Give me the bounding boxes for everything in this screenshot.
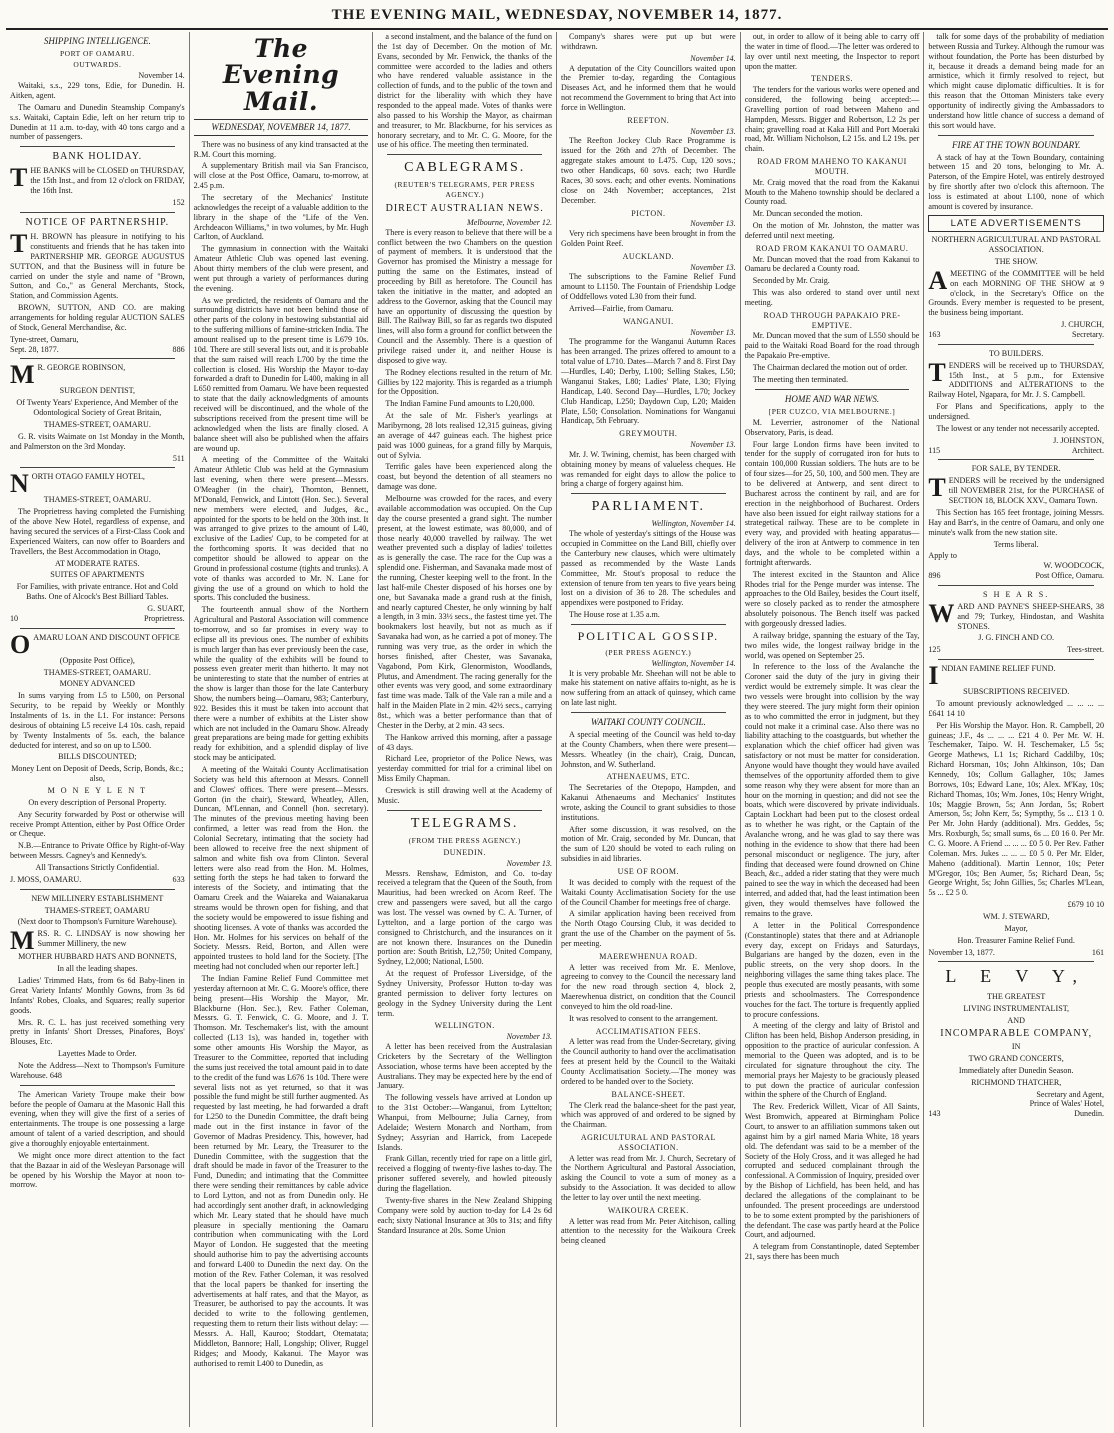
ad-text [10, 629, 185, 659]
ad-line: AT MODERATE RATES. [55, 558, 140, 568]
paragraph: In reference to the loss of the Avalanche the Coroner said the duty of the jury in giving their verdict would be extremely simple. It was clear the two vessels were brought into collision by the way they were steered. The jury might form their opinion as to who committed the error in judgment, but they could not make it a criminal case. Also there was no liability attaching to the coastguards, but whether the explanation which the chief officer had given was satisfactory or not must be matter for consideration. Anyone would have thought they would have availed themselves of the opportunity afforded them to give some reason why they were absent for more than an hour on the morning in question; and did not see the boats, which were discovered by private individuals. Captain Lockhart had been put to the closest ordeal as to whether he was right, or the Captain of the Avalanche wrong, and he was glad to say there was nothing in the evidence to show that there had been personal misconduct or negligence. The jury, after finding that deceased were found drowned on Chine Beach, &c., added a rider stating that they were much pained to see the way in which the deceased had been interred, and added that, had the least intimation been given, they would themselves have followed the remains to the grave. [744, 662, 920, 918]
paragraph: The Reefton Jockey Club Race Programme is issued for the 26th and 27th of December. The aggregate stakes amount to L475. Cup, 120 sovs.; two other Handicaps, 60 sovs. each; two Hurdle Races, 30 sovs. each; and other events. Nominations close on 24th November; acceptances, 21st December. [561, 136, 736, 205]
ad-body: ENDERS will be received by the undersigned till NOVEMBER 21st, for the PURCHASE of SECTION 18, BLOCK XXV., Oamaru Town. [948, 476, 1105, 506]
ad-text: The lowest or any tender not necessarily accepted. [936, 423, 1100, 433]
paragraph: After some discussion, it was resolved, on the motion of Mr. Craig, seconded by Mr. Duncan, that the sum of L20 should be voted to each ruling on subsidies in aid libraries. [561, 824, 736, 864]
ad-line: BILLS DISCOUNTED; [58, 752, 137, 762]
masthead-word: WEDNESDAY, [504, 7, 614, 23]
divider [755, 389, 910, 390]
divider [20, 467, 175, 468]
paragraph: Mr. Duncan seconded the motion. [752, 209, 863, 219]
paragraph: A supplementary British mail via San Francisco, will close at the Post Office, Oamaru, to-morrow, at 2.45 p.m. [193, 161, 369, 191]
ad-line: Mayor, [1004, 923, 1028, 933]
ad-number: 648 [49, 1070, 62, 1080]
ad-line: (Next door to Thompson's Furniture Warehouse). [17, 917, 177, 927]
paragraph: Creswick is still drawing well at the Academy of Music. [377, 785, 553, 805]
dateline: November 13. [690, 262, 736, 272]
ad-line: Layettes Made to Order. [58, 1049, 137, 1059]
paragraph: A letter was read from Mr. Peter Aitchison, calling attention to the necessity for the Waikoura Creek being cleaned [561, 1216, 736, 1246]
column-2 [190, 32, 374, 1427]
dateline: November 13. [690, 439, 736, 449]
paragraph: A deputation of the City Councillors waited upon the Premier to-day, regarding the Contagious Diseases Act, and he informed them that he would not recommend the Government to bring that Act into force in Wellington. [561, 63, 736, 113]
ad-line: THAMES-STREET, OAMARU [44, 905, 150, 915]
paragraph: Mr. J. W. Twining, chemist, has been charged with obtaining money by means of valueless cheques. He was remanded for eight days to allow the police to bring a charge of forgery against him. [561, 449, 736, 489]
ad-line: Secretary and Agent, [1036, 1089, 1105, 1099]
dropcap: O [10, 629, 31, 659]
ad-heading: L E V Y, [945, 966, 1088, 987]
paragraph: a second instalment, and the balance of the fund on the 1st day of December. On the motion of Mr. Evans, seconded by Mr. Fenwick, the thanks of the committee were accorded to the ladies and others who have rendered valuable assistance in the collection of funds, and to the public of the town and district for the liberality with which they have responded to the appeal made. Votes of thanks were also passed to his Worship the Mayor, as chairman and treasurer, to Mr. Blackburne, for his services as honorary secretary, and to Mr. C. G. Moore, for the use of his office. The meeting then terminated. [377, 32, 553, 150]
newspaper-title: The Evening Mail. [222, 34, 340, 116]
paragraph: The Indian Famine Relief Fund Committee met yesterday afternoon at Mr. C. G. Moore's office, there being present—His Worship the Mayor, Mr. Blackburne (Hon. Sec.), Rev. Father Coleman, Messrs. G. T. Fenwick, C. G. Moore, and J. T. Thomson. Mr. Teschemaker's list, with the amount collected (L13 1s), was handed in, together with some other amounts His Worship the Mayor, as Treasurer to the Committee, reported that including the sums just received the total amount paid in to date to the credit of the fund was L676 1s 10d. There were several lists not as yet returned, so that it was possible the fund might be still further augmented. As requested by last meeting, he had forwarded a draft for L250 to the Dunedin Committee, the draft being made out in the first instance in favor of the Governor of Madras Presidency. This, however, had been returned by Mr. Leary, the Treasurer to the Dunedin Committee, with the suggestion that the draft should be made in favor of the Treasurer to the Fund, Dunedin; and intimating that the Committee there were sending their remittances by cable advice to Lord Lytton, and not as from Dunedin only. He had accordingly sent another draft, in acknowledging which Mr. Leary stated that he should have much pleasure in specially mentioning the Oamaru contribution when communicating with the Lord Mayor of London. He suggested that the meeting should authorise him to pay the advertising accounts and forward L400 to Dunedin the next day. On the motion of the Rev. Father Coleman, it was resolved that the local papers be thanked for inserting the advertisements at half rates, and that the Mayor, as Treasurer, be authorised to pay the accounts. It was decided to write to the following gentlemen, requesting them to return their lists without delay: —Messrs. A. Hall, Kauroo; Stoddart, Otematata; Middleton, Bannore; Hall, Longship; Oliver, Ruggel Ridges; and Moody, Kakanui. The Mayor was authorised to remit L400 to Dunedin, as [193, 974, 369, 1368]
subheading: BALANCE-SHEET. [611, 1089, 686, 1099]
paragraph: Waitaki, s.s., 229 tons, Edie, for Dunedin. H. Aitken, agent. [10, 81, 185, 100]
divider [571, 712, 726, 713]
ad-line [10, 875, 185, 885]
divider [387, 154, 542, 155]
ad-role: Architect. [1071, 445, 1105, 455]
ad-text [10, 1061, 185, 1081]
ad-number: 161 [1091, 947, 1105, 957]
paragraph: There was no business of any kind transacted at the R.M. Court this morning. [193, 139, 369, 159]
paragraph: A letter in the Political Correspondence (Constantinople) states that there and at Adrianople every day, except on Fridays and Saturdays, Bulgarians are hanged by the dozen, even in the public streets, on the very shop doors. In the neighboring villages the same thing takes place. The people thus executed are mostly peasants, with some priests and schoolmasters. The Correspondence vouches for the fact. The torture is frequently applied to procure confessions. [744, 920, 920, 1019]
ad-number: 511 [172, 453, 185, 463]
paragraph: At the sale of Mr. Fisher's yearlings at Maribyrnong, 28 lots realised 12,315 guineas, giving an average of 447 guineas each. The highest price paid was 1000 guineas, for a grand filly by Marquis, out of Sylvia. [377, 411, 553, 460]
subheading: USE OF ROOM. [617, 867, 680, 877]
subheading: WANGANUI. [623, 316, 674, 326]
dateline: November 13. [690, 126, 736, 136]
paragraph: The subscriptions to the Famine Relief Fund amount to L1150. The Fountain of Friendship Lodge of Oddfellows voted L30 from their fund. [561, 272, 736, 302]
ad-text: Ladies' Trimmed Hats, from 6s 6d Baby-linen in Great Variety Infants' Monthly Gowns, from 3s 6d Infants' Robes, Cloaks, and Squares; really superior goods. [10, 976, 185, 1015]
divider [938, 459, 1094, 460]
subheading: (PER PRESS AGENCY.) [605, 647, 692, 657]
ad-address: Dunedin. [1074, 1109, 1105, 1119]
dateline: WEDNESDAY, NOVEMBER 14, 1877. [194, 119, 369, 136]
ad-body: NDIAN FAMINE RELIEF FUND. [941, 664, 1056, 674]
ad-text: To amount previously acknowledged ... ... ... ... £641 14 10 [928, 698, 1105, 718]
section-heading: PARLIAMENT. [591, 499, 706, 515]
ad-text: Per His Worship the Mayor. Hon. R. Campbell, 20 guineas; J.F., 4s ... ... ... £21 4 0. Per Mr. W. H. Teschemaker, Taipo. W. H. Teschemaker, L5 5s; George Mathews, L1 1s; Richard Caddilby, 10s; Richard Horsman, 10s; John Altkinson, 10s; Dan Kennedy, 10s; Collum Gallagher, 10s; James Borrows, 10s; Edward Lane, 10s; Alex. M'Kay, 10s; Richard Thomas, 10s; Wm. Jones, 10s; Henry Wright, 10s; Maggie Brown, 5s; Ann Jordan, 5s; Robert Amerson, 5s; John Kerr, 5s; Sympthy, 5s ... £13 1 0. Per Mr. John Hardy (additional). Mrs. Geddes, 5s; Mrs. Roxburgh, 5s; small sums, 6s ... £0 16 0. Per Mr. C. G. Moore. A Friend ... ... ... £0 5 0. Per Rev. Father Coleman. Mrs. Jukes ... ... ... £0 5 0. Per Mr. Elder, Maheno (additional). Martin Lennor, 10s; Peter M'Gregor, 10s; Ben Aumer, 5s; Richard Dean, 5s; George Wright, 5s; John Gillies, 5s; Charles M'Lean, 5s ... £2 5 0. [928, 720, 1105, 898]
ad-line: SURGEON DENTIST, [59, 386, 136, 396]
ad-text: This Section has 165 feet frontage, joining Messrs. Hay and Barr's, in the centre of Oamaru, and only one minute's walk from the new station site. [928, 507, 1105, 537]
masthead-word: 14, [717, 7, 740, 23]
ad-line: INCOMPARABLE COMPANY, [940, 1027, 1093, 1039]
ad-number: 152 [172, 198, 185, 208]
ad-line: WM. J. STEWARD, [983, 912, 1050, 921]
late-ads-heading: LATE ADVERTISEMENTS [928, 215, 1104, 233]
subheading: AUCKLAND. [622, 251, 675, 261]
paragraph: A letter has been received from the Australasian Cricketers by the Secretary of the Wellington Association, whose terms have been accepted by the Australians. They may be expected here by the end of January. [377, 1042, 553, 1091]
paragraph: A special meeting of the Council was held to-day at the County Chambers, when there were present—Messrs. Wheatley (in the chair), Craig, Duncan, Johnston, and W. Sutherland. [561, 729, 736, 769]
masthead-word: NOVEMBER [617, 7, 714, 23]
subheading: WAIKOURA CREEK. [607, 1205, 689, 1215]
ad-text: The Proprietress having completed the Furnishing of the above New Hotel, regardless of expense, and having secured the services of a First-Class Cook and Experienced Waiters, can now offer to Boarders and Travellers, the Best Accommodation in Otago, [10, 507, 185, 556]
divider [20, 212, 175, 213]
subheading: [PER CUZCO, VIA MELBOURNE.] [768, 406, 896, 416]
dropcap: N [10, 469, 29, 499]
ad-line: Terms liberal. [993, 539, 1039, 549]
paragraph: The Rodney elections resulted in the return of Mr. Gillies by 122 majority. This is regarded as a triumph for the Opposition. [377, 367, 553, 397]
masthead-word: 1877. [743, 7, 783, 23]
ad-heading: TO BUILDERS. [989, 348, 1044, 358]
ad-number: 115 [928, 445, 941, 455]
section-heading: DIRECT AUSTRALIAN NEWS. [385, 202, 544, 214]
divider [938, 344, 1094, 345]
paragraph: It was decided to comply with the request of the Waitaki County Acclimatisation Society for the use of the Council Chamber for meetings free of charge. [561, 877, 736, 907]
ad-line: Prince of Wales' Hotel, [1029, 1099, 1105, 1109]
ad-line: On every description of Personal Property. [28, 797, 167, 807]
subheading: (REUTER'S TELEGRAMS, PER PRESS AGENCY.) [394, 180, 535, 199]
dateline: November 13. [690, 327, 736, 337]
paragraph: The Hankow arrived this morning, after a passage of 43 days. [377, 732, 553, 752]
ad-line: THAMES-STREET, OAMARU. [43, 419, 151, 429]
ad-heading: NOTICE OF PARTNERSHIP. [25, 216, 170, 228]
paragraph: Arrived—Fairlie, from Oamaru. [569, 304, 674, 314]
subheading: AGRICULTURAL AND PASTORAL ASSOCIATION. [580, 1133, 716, 1152]
ad-line: SUBSCRIPTIONS RECEIVED. [963, 687, 1070, 697]
subheading: ROAD FROM KAKANUI TO OAMARU. [755, 243, 909, 253]
paragraph: Terrific gales have been experienced along the coast, but beyond the detention of all steamers no damage was done. [377, 462, 553, 492]
divider [938, 659, 1094, 660]
paragraph: As we predicted, the residents of Oamaru and the surrounding districts have not been behind those of other parts of the colony in bestowing substantial aid to the suffering millions of famine-stricken India. The amount realised up to the present time is L679 10s. 10d. There are still several lists out, and it is probable that the sum raised will reach L700 by the time the collection is closed. His Worship the Mayor to-day forwarded a draft to Dunedin for L400, making in all L650 remitted from Oamaru. We have been requested to state that the daily acknowledgments of amounts received will be discontinued, and the whole of the subscriptions received from the present time will be acknowledged when the lists are finally closed. A balance sheet will also be published when the affairs are wound up. [193, 295, 369, 453]
paragraph: A letter was received from Mr. E. Menlove, agreeing to convey to the Council the necessary land for the new road through section 4, block 2, Maerewhenua district, on condition that the Council conveyed to him the old road-line. [561, 962, 736, 1011]
paragraph: On the motion of Mr. Johnston, the matter was deferred until next meeting. [744, 221, 920, 240]
ad-text [10, 469, 185, 499]
ad-line: THE GREATEST [987, 992, 1046, 1002]
ad-date: November 13, 1877. [928, 947, 995, 957]
section-heading: TELEGRAMS. [410, 815, 519, 831]
paragraph: The fourteenth annual show of the Northern Agricultural and Pastoral Association will commence to-morrow, and so far promises in every way to eclipse all its previous ones. The number of exhibits is much larger than has ever previously been the case, while the quality of the exhibits will be found to possess even greater merit than hitherto. It may not be uninteresting to state that the number of entries at the show is larger than those for the late Canterbury Show, the numbers being—Oamaru, 983; Canterbury, 922. Besides this it must be taken into account that there were a number of exhibits at the Lister show which are not included in the Oamaru Show. Already great preparations are being made for getting exhibits ready for exhibition, and a splendid display of live stock may be anticipated. [193, 605, 369, 763]
ad-line: Hon. Treasurer Famine Relief Fund. [957, 935, 1075, 945]
ad-address: Tees-street. [1067, 645, 1105, 655]
divider [20, 1085, 175, 1086]
ad-text: In sums varying from L5 to L500, on Personal Security, to be repaid by Weekly or Monthly Instalments of 1s. in the L1. For instance: Persons desirous of obtaining L5 receive L4 10s. cash, repaid by Twenty Instalments of 5s. each, the balance deducted for interest, and so on up to L500. [10, 691, 185, 750]
paragraph: The tenders for the various works were opened and considered, the following being accepted:—Gravelling portion of road between Maheno and Hampden, Messrs. Bigger and Robertson, L2 2s per chain; gravelling road at Kaka Hill and Port Moeraki road, Mr. William Nicholson, L2 15s. and L2 19s. per chain. [744, 85, 920, 154]
ad-date: Sept. 28, 1877. [10, 344, 59, 354]
subheading: PORT OF OAMARU. [60, 48, 135, 58]
ad-line [928, 1109, 1104, 1119]
ad-body: ENDERS will be received up to THURSDAY, 15th Inst., at 5 p.m., for Extensive ADDITIONS and ALTERATIONS to the Railway Hotel, Ngapara, for Mr. J. S. Campbell. [928, 360, 1105, 400]
paragraph: Very rich specimens have been brought in from the Golden Point Reef. [561, 229, 736, 248]
subheading: TENDERS. [811, 74, 854, 84]
ad-line: SUITES OF APARTMENTS [50, 570, 145, 580]
ad-body: R. GEORGE ROBINSON, [37, 363, 126, 373]
ad-line: LIVING INSTRUMENTALIST, [963, 1004, 1070, 1014]
ad-text: Mrs. R. C. L. has just received something very pretty in Infants' Short Dresses, Pinafores, Boys' Blouses, Etc. [10, 1017, 185, 1047]
ad-heading: S H E A R S. [983, 589, 1050, 599]
ad-number: 125 [928, 645, 941, 655]
paragraph: A railway bridge, spanning the estuary of the Tay, two miles wide, the longest railway bridge in the world, was opened on September 25. [744, 630, 920, 660]
divider [20, 628, 175, 629]
ad-line: Tyne-street, Oamaru, [10, 334, 79, 344]
paragraph: A meeting of the Committee of the Waitaki Amateur Athletic Club was held at the Gymnasium last evening, when there were present—Messrs. O'Meagher (in the chair), Thornton, Bennett, M'Donald, Fenwick, and Lintott (Hon. Sec.). Several new members were elected, and Judges, &c., appointed for the sports to be held on the 30th inst. It was arranged to give prizes to the amount of L40, exclusive of the Ladies' Cup, to be competed for at the forthcoming sports. It was decided that no competitor should be allowed to appear on the Ground in professional costume (tights and trunks). A vote of thanks was accorded to Mr. N. Lane for giving the use of a ground on which to hold the sports. This concluded the business. [193, 455, 369, 603]
ad-line [928, 645, 1104, 655]
divider [571, 624, 726, 625]
paragraph: The American Variety Troupe make their bow before the people of Oamaru at the Masonic Hall this evening, when they will give the first of a series of entertainments. The troupe is one possessing a large amount of talent of a varied description, and should give a thoroughly enjoyable entertainment. [10, 1089, 185, 1148]
ad-line [928, 330, 1104, 340]
column-3 [373, 32, 557, 1427]
subheading: GREYMOUTH. [619, 429, 678, 439]
ad-role: Secretary. [1071, 330, 1105, 340]
paragraph: M. Leverrier, astronomer of the National Observatory, Paris, is dead. [744, 417, 920, 437]
divider [20, 889, 175, 890]
dateline: November 13. [690, 219, 736, 229]
ad-text: G. R. visits Waimate on 1st Monday in the Month, and Palmerston on the 3rd Monday. [10, 431, 185, 451]
ad-line: NEW MILLINERY ESTABLISHMENT [31, 893, 164, 903]
section-heading: HOME AND WAR NEWS. [784, 393, 880, 404]
ad-line [10, 345, 185, 355]
ad-line: THE SHOW. [994, 257, 1038, 267]
paragraph: At the request of Professor Liversidge, of the Sydney University, Professor Hutton to-day was granted permission to deliver forty lectures on geology in the Sydney University during the Lent term. [377, 969, 553, 1018]
divider [938, 585, 1094, 586]
dropcap: T [928, 357, 946, 387]
paragraph: Mr. Duncan moved that the sum of L550 should be paid to the Waitaki Road Board for the road through the Papakaio Pre-emptive. [744, 331, 920, 361]
subheading: ACCLIMATISATION FEES. [595, 1026, 701, 1036]
dateline: November 13. [506, 1032, 553, 1042]
paragraph: Mr. Duncan moved that the road from Kakanui to Oamaru be declared a County road. [744, 254, 920, 274]
section-heading: FIRE AT THE TOWN BOUNDARY. [951, 139, 1081, 150]
dropcap: T [10, 163, 28, 193]
ad-text [928, 265, 1105, 318]
paragraph: The Clerk read the balance-sheet for the past year, which was approved of and ordered to be signed by the Chairman. [561, 1100, 736, 1130]
paragraph: Mr. Craig moved that the road from the Kakanui Mouth to the Maheno township should be declared a County road. [744, 177, 920, 207]
paragraph: The meeting then terminated. [752, 374, 848, 384]
ad-text [928, 661, 1104, 691]
column-6 [924, 32, 1108, 1427]
subheading: REEFTON. [627, 115, 670, 125]
paragraph: The Indian Famine Fund amounts to L20,000. [385, 399, 535, 409]
subheading: (FROM THE PRESS AGENCY.) [408, 835, 521, 845]
section-heading: POLITICAL GOSSIP. [577, 628, 720, 643]
paragraph: Melbourne was crowded for the races, and every available accommodation was occupied. On the Cup day the course presented a grand sight. The number present, at the lowest estimate, was 80,000, and of those nearly 40,000 travelled by railway. The wet weather prevented such a display of ladies' toilettes as is generally the case. The race for the Cup was a splendid one. Fisherman, and Savanaka made most of the running, Chester keeping well to the front. In the last half-mile Chester disposed of his horses one by one, but Savanaka made a grand rush at the finish, and nearly captured Chester, he only winning by half a length, in 3 min. 33½ secs., the fastest time yet. The bookmakers lost heavily, but not as much as if Savanaka had won, as he carried a pot of money. The running was very true, as the order in which the horses finished, after Chester, was Savanaka, Vagabond, Pom Kirk, Glenormiston, Woodlands, Plutus, and Amendment. The racing generally for the other events was very good, and some extraordinary fast time was made. Talk of the Vale ran a mile and a half in the Maiden Plate in 2 min. 42½ secs., carrying 8st., which was a better performance than that of Chester in the Derby, at 2 min. 43 secs. [377, 494, 553, 730]
dateline: Wellington, November 14. [651, 519, 736, 529]
paragraph: A similar application having been received from the North Otago Coursing Club, it was decided to grant the use of the Chamber on the payment of 5s. per meeting. [561, 909, 736, 948]
paragraph: Richard Lee, proprietor of the Police News, was yesterday committed for trial for a criminal libel on Miss Emily Chapman. [377, 754, 553, 784]
dropcap: W [928, 598, 955, 628]
ad-body: AMARU LOAN AND DISCOUNT OFFICE [33, 632, 180, 642]
ad-body: ORTH OTAGO FAMILY HOTEL, [31, 472, 145, 482]
ad-text [10, 163, 185, 196]
ad-number: 633 [172, 874, 185, 884]
subheading: PICTON. [631, 208, 666, 218]
masthead-word: EVENING [370, 7, 448, 23]
ad-heading: BANK HOLIDAY. [52, 151, 143, 163]
subheading: ATHENAEUMS, ETC. [606, 772, 691, 782]
divider [938, 135, 1094, 136]
dateline: Wellington, November 14. [651, 658, 736, 668]
ad-heading: FOR SALE, BY TENDER. [971, 464, 1061, 474]
ad-line: J. CHURCH, [1061, 320, 1105, 330]
ad-role: Post Office, Oamaru. [1035, 571, 1105, 581]
dropcap: A [928, 265, 948, 295]
section-heading: CABLEGRAMS. [404, 160, 526, 176]
dateline: November 14. [138, 71, 185, 81]
columns [6, 32, 1108, 1427]
ad-body: RS. R. C. LINDSAY is now showing her Summer Millinery, the new [37, 929, 185, 949]
ad-number: 896 [928, 571, 941, 581]
divider [20, 358, 175, 359]
masthead [6, 0, 1108, 30]
paragraph: Seconded by Mr. Craig. [752, 276, 830, 286]
paragraph: It is very probable Mr. Sheehan will not be able to make his statement on native affairs to-night, as he is now suffering from an attack of quinsey, which came on late last night. [561, 668, 736, 708]
paragraph: The Oamaru and Dunedin Steamship Company's s.s. Waitaki, Captain Edie, left on her return trip to Dunedin at 11 a.m. to-day, with 40 tons cargo and a number of passengers. [10, 102, 185, 142]
column-1 [6, 32, 190, 1427]
paragraph: The Chairman declared the motion out of order. [752, 362, 908, 372]
divider [938, 961, 1094, 962]
ad-text [10, 229, 185, 301]
ad-line [10, 614, 185, 624]
ad-text [928, 357, 1105, 400]
ad-line: RICHMOND THATCHER, [971, 1077, 1062, 1087]
ad-line: (Opposite Post Office), [59, 655, 135, 665]
ad-line: Immediately after Dunedin Season. [958, 1065, 1074, 1075]
ad-number: 10 [10, 613, 19, 623]
ad-total: £679 10 10 [1067, 900, 1105, 910]
ad-line [928, 446, 1104, 456]
ad-line: G. SUART, [147, 604, 185, 613]
paragraph: The Secretaries of the Otepopo, Hampden, and Kakanui Athenaeums and Mechanics' Institutes wrote, asking the Council to grant subsidies to those institutions. [561, 783, 736, 822]
dateline: November 14. [690, 53, 736, 63]
dropcap: T [928, 473, 946, 503]
section-heading: SHIPPING INTELLIGENCE. [43, 36, 151, 46]
paragraph: A stack of hay at the Town Boundary, containing between 15 and 20 tons, belonging to Mr. A. Paterson, of the Empire Hotel, was entirely destroyed by fire shortly after two o'clock this afternoon. The loss is estimated at about L100, none of which amount is covered by insurance. [928, 152, 1105, 211]
ad-line: MOTHER HUBBARD HATS AND BONNETS, [18, 952, 177, 962]
paragraph: A meeting of the clergy and laity of Bristol and Clifton has been held, Bishop Anderson presiding, in opposition to the practice of auricular confession. A memorial to the Queen was adopted, and is to be circulated for signature throughout the city. The memorial prays her Majesty to be graciously pleased to put down the practice of auricular confession within the sphere of the Church of England. [744, 1021, 920, 1100]
dropcap: M [10, 360, 35, 390]
ad-line [928, 571, 1104, 581]
subheading: DUNEDIN. [443, 847, 486, 857]
dropcap: M [10, 926, 35, 956]
ad-role: Proprietress. [143, 613, 185, 623]
ad-line: M O N E Y L E N T [47, 786, 148, 796]
ad-number: 163 [928, 330, 941, 340]
paragraph: It was resolved to consent to the arrangement. [569, 1013, 718, 1023]
ad-number: 143 [928, 1109, 941, 1119]
ad-line: IN [1011, 1042, 1021, 1052]
paragraph: The secretary of the Mechanics' Institute acknowledges the receipt of a valuable addition to the library in the shape of the "Life of the Ven. Archdeacon Williams," in two volumes, by Mr. Hugh Carlton, of Auckland. [193, 193, 369, 242]
ad-body: ARD AND PAYNE'S SHEEP-SHEARS, 38 and 79; Turkey, Hindostan, and Washita STONES. [957, 601, 1105, 631]
ad-text [928, 598, 1105, 632]
section-heading: WAITAKI COUNTY COUNCIL. [590, 717, 706, 727]
ad-line: TWO GRAND CONCERTS, [968, 1054, 1064, 1064]
ad-line: Of Twenty Years' Experience, And Member of the Odontological Society of Great Britain, [16, 398, 179, 418]
paragraph: This was also ordered to stand over until next meeting. [744, 288, 920, 308]
paragraph: A telegram from Constantinople, dated September 21, says there has been much [744, 1242, 920, 1262]
ad-signature: J. MOSS, OAMARU. [10, 874, 82, 884]
ad-body: HE BANKS will be CLOSED on THURSDAY, the 15th Inst., and from 12 o'clock on FRIDAY, the 16th Inst. [30, 166, 185, 196]
ad-text: BROWN, SUTTON, AND CO. are making arrangements for holding regular AUCTION SALES of Stock, General Merchandise, &c. [10, 303, 185, 332]
paragraph: The Rev. Frederick Willett, Vicar of All Saints, West Bromwich, appeared at Birmingham Police Court, to answer to an affiliation summons taken out against him by a girl named Maria White, 18 years old. The defendant was said to be a member of the Society of the Holy Cross, and it was alleged he had corrupted and seduced complainant through the confessional. A Commission of Inquiry, presided over by the Bishop of Lichfield, has been held, and has declared the allegations of the complainant to be unfounded. The present proceedings are understood to be to some extent prompted by the parishioners of the defendant. The case was partly heard at the Police Court, and adjourned. [744, 1102, 920, 1240]
paragraph: Frank Gillan, recently tried for rape on a little girl, received a flogging of twenty-five lashes to-day. The prisoner suffered severely, and howled piteously during the flagellation. [377, 1154, 553, 1194]
masthead-word: THE [331, 7, 367, 23]
ad-body: Note the Address—Next to Thompson's Furniture Warehouse. [10, 1060, 185, 1080]
paragraph: Company's shares were put up but were withdrawn. [561, 32, 736, 51]
column-4 [557, 32, 741, 1427]
ad-line: J. JOHNSTON, [1053, 435, 1105, 445]
ad-number: 886 [172, 344, 185, 354]
paragraph: We might once more direct attention to the fact that the Bazaar in aid of the Wesleyan Parsonage will be opened by his Worship the Mayor at noon to-morrow. [10, 1150, 185, 1190]
dropcap: T [10, 229, 28, 259]
divider [571, 493, 726, 494]
ad-line: MONEY ADVANCED [59, 679, 135, 689]
subheading: ROAD THROUGH PAPAKAIO PRE-EMPTIVE. [763, 310, 901, 330]
subheading: MAEREWHENUA ROAD. [599, 951, 698, 961]
paragraph: The House rose at 1.35 a.m. [569, 610, 660, 620]
ad-line: NORTHERN AGRICULTURAL AND PASTORAL ASSOCIATION. [931, 235, 1101, 255]
dropcap: I [928, 661, 939, 691]
ad-text [10, 926, 185, 956]
ad-text: N.B.—Entrance to Private Office by Right-of-Way between Messrs. Cagney's and Kennedy's. [10, 841, 185, 861]
ad-body: H. BROWN has pleasure in notifying to his constituents and friends that he has taken into PARTNERSHIP MR. GEORGE AUGUSTUS SUTTON, and that the Business will in future be carried on under the style and name of "Brown, Sutton, and Co.," as General Merchants, Stock, Station, and Commission Agents. [10, 232, 185, 301]
divider [20, 146, 175, 147]
divider [387, 810, 542, 811]
paragraph: Messrs. Renshaw, Edmiston, and Co. to-day received a telegram that the Queen of the South, from Mauritius, had been wrecked on Acorn Reef. The crew and passengers were saved, but all the cargo was lost. The vessel was owned by C. A. Turner, of Lyttelton, and a large portion of the cargo was consigned to Christchurch, and the insurances on it are not known there. Insurances on the Dunedin portion are: South British, L2,750; United Company, Sydney, L2,000; National, L500. [377, 868, 553, 967]
paragraph: The following vessels have arrived at London up to the 31st October:—Wanganui, from Lyttelton; Whanpui, from Melbourne; Julia Carney, from Adelaide; Western Monarch and Northam, from Sydney; Assyrian and Harrick, from Lacepede Islands. [377, 1093, 553, 1152]
paragraph: A letter was read from Mr. J. Church, Secretary of the Northern Agricultural and Pastoral Association, asking the Council to vote a sum of money as a subsidy to the Association. It was decided to allow the letter to lay over until the next meeting. [561, 1153, 736, 1203]
paragraph: out, in order to allow of it being able to carry off the water in time of flood.—The letter was ordered to lay over until next meeting, the Inspector to report upon the matter. [744, 32, 920, 71]
ad-line: In all the leading shapes. [57, 964, 138, 974]
ad-line: All Transactions Strictly Confidential. [35, 863, 160, 873]
ad-line [928, 948, 1104, 958]
paragraph: talk for some days of the probability of mediation between Russia and Turkey. Although the rumour was without foundation, the Porte has been disturbed by it, because it dreads a demand being made for an armistice, which it firmly resolved to reject, but which might cause diplomatic difficulties. It is for this reason that the Ottoman Ministers take every opportunity of indirectly giving the Ambassadors to understand how little chance of success a demand of this sort would have. [928, 32, 1105, 130]
dateline: November 13. [506, 858, 553, 868]
masthead-word: MAIL, [451, 7, 501, 23]
ad-text: Any Security forwarded by Post or otherwise will receive Prompt Attention, either by Post Office Order or Cheque. [10, 809, 185, 839]
paragraph: A letter was read from the Under-Secretary, giving the Council authority to hand over the acclimatisation fees at present held by the Council to the Waitaki County Acclimatisation Society.—The money was ordered to be handed over to the Society. [561, 1037, 736, 1086]
ad-line: THAMES-STREET, OAMARU. [43, 495, 151, 505]
ad-line: W. WOODCOCK, [1043, 561, 1105, 571]
paragraph: There is every reason to believe that there will be a conflict between the two Chambers on the question of payment of members. It is understood that the Governor has promised the Ministry a message for putting the same on the Estimates, instead of proceeding by Bill as heretofore. The Council has taken the initiative in the matter, and adopted an address to the Governor, asking that the Council may have an opportunity of discussing the question by Bill. The Railway Bill, so far as regards two disputed lines, will also form a ground for conflict between the Council and the Assembly. There is a question of privilege raised under it, and neither House is disposed to give way. [377, 227, 553, 365]
dateline: Melbourne, November 12. [467, 217, 553, 227]
subheading: OUTWARDS. [73, 60, 122, 70]
paragraph: The programme for the Wanganui Autumn Races has been arranged. The prizes offered to amount to a total value of L710. Dates—March 7 and 8. First Day—Hurdles, L40; Derby, L100; Selling Stakes, L50; Wanganui Stakes, L80; Ladies' Plate, L30; Flying Handicap, L40. Second Day—Hurdles, L70; Jockey Club Handicap, L250; Daydown Cup, L20; Maiden Plate, L50; Consolation. Nominations for Wanganui Handicap, 5th February. [561, 337, 736, 426]
paragraph: Twenty-five shares in the New Zealand Shipping Company were sold by auction to-day for L4 2s 6d each; sixty National Insurance at 30s to 31s; and fifty Standard Insurance at 20s. Some Union [377, 1195, 553, 1235]
column-5 [741, 32, 925, 1427]
subheading: ROAD FROM MAHENO TO KAKANUI MOUTH. [757, 157, 907, 176]
paragraph: Four large London firms have been invited to tender for the supply of corrugated iron for huts to contain 100,000 Russian soldiers. The huts are to be of four sizes—for 25, 50, 100, and 500 men. They are to be delivered at Antwerp, and sent direct to Bucharest across the continent by rail, and are for erection in the neighborhood of Bucharest. Orders have also been issued for eight railway stations for a strategetical railway. These are to be complete in every way, and provided with heating apparatus—delivery of the iron at Antwerp to commence in ten days, and the whole to be completed within a fortnight afterwards. [744, 439, 920, 567]
ad-body: MEETING of the COMMITTEE will be held on each MORNING OF THE SHOW at 9 o'clock, in the Secretary's Office on the Grounds. Every member is requested to be present, the business being important. [928, 268, 1105, 318]
ad-line: Apply to [928, 551, 957, 561]
ad-text [928, 473, 1105, 506]
subheading: WELLINGTON. [434, 1021, 495, 1031]
paragraph: The gymnasium in connection with the Waitaki Amateur Athletic Club was opened last evening. About thirty members of the club were present, and went put through a variety of performances during the evening. [193, 244, 369, 293]
paragraph: The whole of yesterday's sittings of the House was occupied in Committee on the Land Bill, chiefly over the Canterbury new clauses, which were ultimately passed as recommended by the Waste Lands Committee, Mr. Stout's proposal to reduce the extension of tenure from ten years to five years being lost on a division of 36 to 28. The schedules and appendixes were postponed to Friday. [561, 529, 736, 608]
ad-line: For Families, with private entrance. Hot and Cold Baths. One of Alcock's Best Billiard Tables. [16, 582, 178, 602]
ad-line: THAMES-STREET, OAMARU. [43, 667, 151, 677]
paragraph: The interest excited in the Staunton and Alice Rhodes trial for the Penge murder was intense. The approaches to the Old Bailey, besides the Court itself, were so closely packed as to render the atmosphere absolutely poisonous. The Bench itself was packed with gorgeously dressed ladies. [744, 569, 920, 628]
ad-text [10, 360, 185, 390]
ad-line: AND [1007, 1016, 1025, 1026]
ad-line: J. G. FINCH AND CO. [978, 633, 1055, 643]
paragraph: A meeting of the Waitaki County Acclimatisation Society was held this afternoon at Messrs. Connell and Clowes' offices. There were present—Messrs. Gorton (in the chair), Steward, Wheatley, Allen, Duncan, M'Lennan, and Connell (hon. secretary). The minutes of the previous meeting having been confirmed, a letter was read from the Hon. the Colonial Secretary, intimating that the society had been allowed to receive free the next shipment of salmon and white fish ova from Clinton. Several letters were also read from the Hon. M. Holmes, setting forth the steps he had taken to forward the interests of the Society, and intimating that the Oamaru Creek and the Waiareka and Waianakarua streams would be thrown open for fishing, and that the society would be empowered to issue fishing and shooting licenses. A vote of thanks was accorded the Hon. Mr. Holmes for his services on behalf of the Society. Messrs. Reid, Borton, and Allen were appointed trustees to hold land for the Society. [The meeting had not concluded when our reporter left.] [193, 765, 369, 972]
ad-text: For Plans and Specifications, apply to the undersigned. [928, 402, 1105, 422]
ad-line: Money Lent on Deposit of Deeds, Scrip, Bonds, &c.; also, [11, 764, 184, 784]
